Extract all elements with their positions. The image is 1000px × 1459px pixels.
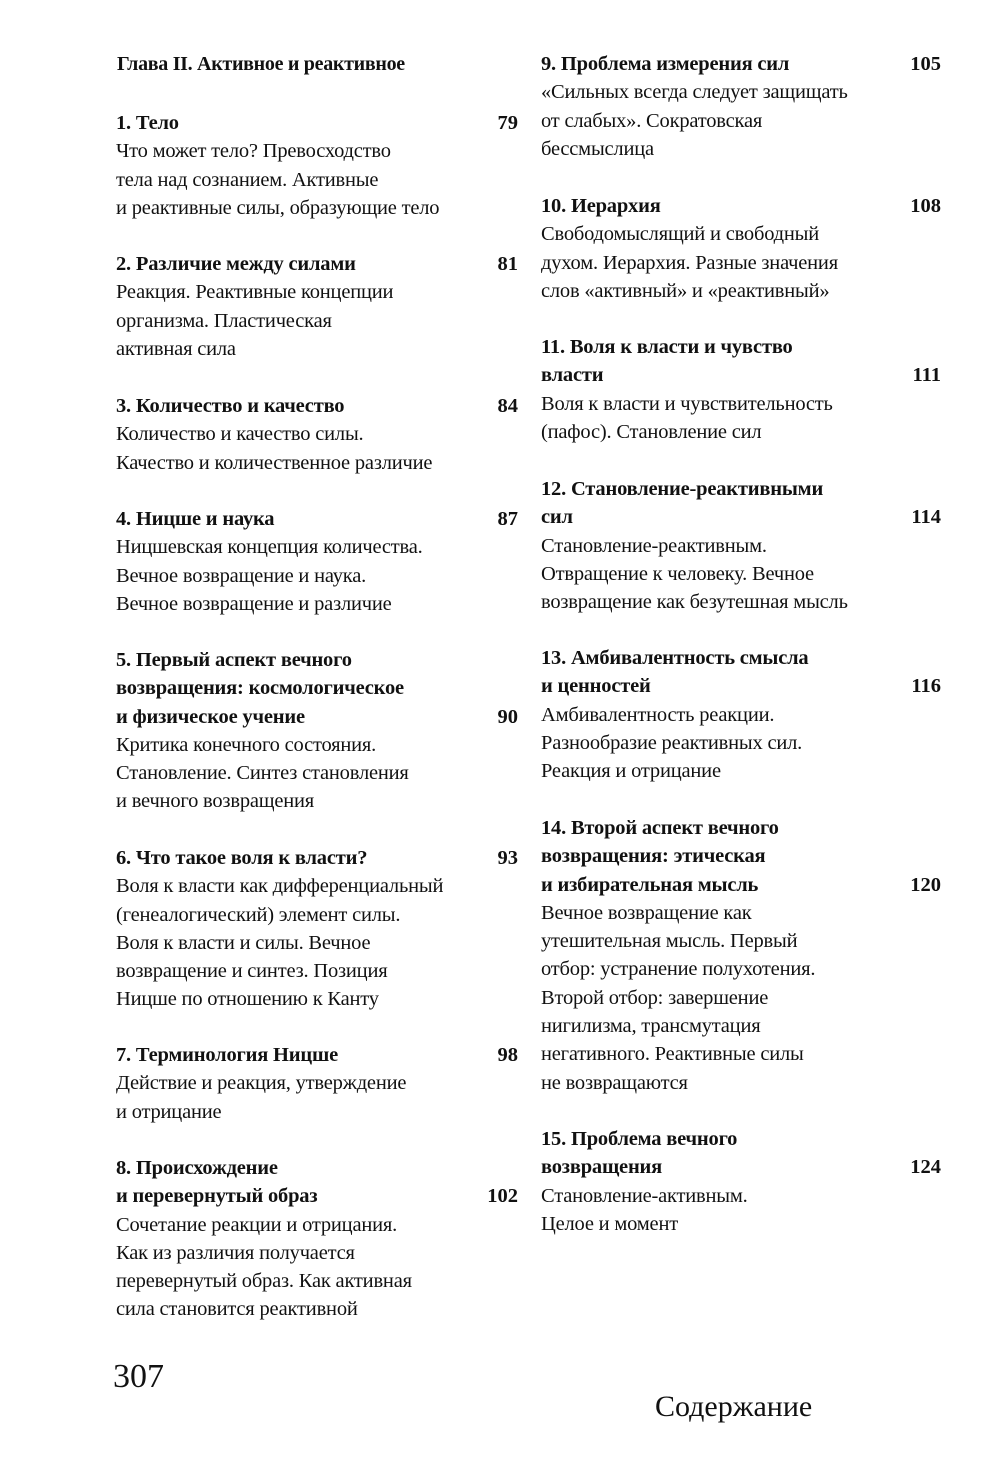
entry-description-line: Реакция. Реактивные концепции — [116, 281, 394, 304]
entry-description-line: Что может тело? Превосходство — [116, 140, 391, 163]
entry-description-line: отбор: устранение полухотения. — [541, 958, 816, 981]
entry-title-line: 5. Первый аспект вечного — [116, 649, 352, 671]
entry-page-number: 108 — [910, 195, 941, 217]
entry-description-line: Становление. Синтез становления — [116, 762, 409, 785]
entry-description-line: Ницше по отношению к Канту — [116, 988, 379, 1011]
entry-description-line: и реактивные силы, образующие тело — [116, 196, 440, 219]
entry-description-line: Воля к власти как дифференциальный — [116, 875, 444, 898]
entry-page-number: 98 — [497, 1044, 518, 1066]
entry-description-line: организма. Пластическая — [116, 309, 332, 332]
toc-entry — [541, 814, 941, 1097]
entry-description-line: утешительная мысль. Первый — [541, 930, 798, 953]
entry-description-line: нигилизма, трансмутация — [541, 1015, 761, 1038]
entry-description-line: и вечного возвращения — [116, 790, 315, 813]
entry-description-line: Качество и количественное различие — [116, 451, 433, 474]
entry-description-line: Целое и момент — [541, 1212, 678, 1235]
entry-page-number: 124 — [910, 1156, 941, 1179]
entry-description-line: Амбивалентность реакции. — [541, 703, 775, 726]
entry-description-line: перевернутый образ. Как активная — [116, 1270, 412, 1293]
entry-title-line: власти — [541, 364, 604, 387]
entry-description-line: сила становится реактивной — [116, 1298, 358, 1321]
entry-description-line: активная сила — [116, 337, 236, 360]
entry-description-line: не возвращаются — [541, 1071, 688, 1094]
entry-page-number: 87 — [497, 508, 518, 530]
entry-description-line: Воля к власти и силы. Вечное — [116, 931, 371, 954]
entry-title-line: 8. Происхождение — [116, 1157, 278, 1179]
entry-title-line: 15. Проблема вечного — [541, 1128, 738, 1150]
entry-description-line: тела над сознанием. Активные — [116, 168, 379, 191]
entry-description-line: и отрицание — [116, 1100, 222, 1123]
entry-description-line: Разнообразие реактивных сил. — [541, 731, 803, 754]
entry-description-line: возвращение как безутешная мысль — [541, 591, 848, 614]
entry-title-line: 4. Ницше и наука — [116, 508, 275, 530]
entry-description-line: от слабых». Сократовская — [541, 109, 763, 132]
entry-title-line: 14. Второй аспект вечного — [541, 817, 779, 839]
entry-description-line: Вечное возвращение и различие — [116, 592, 392, 615]
entry-page-number: 79 — [497, 112, 518, 134]
toc-entry — [541, 192, 941, 305]
entry-title-line: 7. Терминология Ницше — [116, 1044, 339, 1066]
entry-title-line: 9. Проблема измерения сил — [541, 53, 790, 75]
entry-description-line: возвращение и синтез. Позиция — [116, 960, 388, 983]
entry-title-line: возвращения — [541, 1156, 663, 1179]
entry-page-number: 116 — [911, 675, 941, 698]
entry-page-number: 81 — [497, 253, 518, 275]
entry-page-number: 120 — [910, 873, 941, 896]
entry-title-line: 13. Амбивалентность смысла — [541, 647, 809, 669]
entry-page-number: 105 — [910, 53, 941, 75]
entry-title-line: 3. Количество и качество — [116, 395, 345, 417]
toc-entry — [116, 250, 518, 363]
entry-title-line: и ценностей — [541, 675, 651, 698]
toc-entry — [116, 392, 518, 477]
entry-title-line: возвращения: космологическое — [116, 677, 404, 700]
page-number: 307 — [113, 1358, 164, 1395]
entry-page-number: 90 — [497, 705, 518, 728]
entry-title-line: 1. Тело — [116, 112, 179, 134]
entry-description-line: Вечное возвращение как — [541, 901, 752, 924]
entry-description-line: «Сильных всегда следует защищать — [541, 81, 848, 104]
entry-description-line: Количество и качество силы. — [116, 423, 364, 446]
entry-description-line: (генеалогический) элемент силы. — [116, 903, 401, 926]
entry-description-line: духом. Иерархия. Разные значения — [541, 251, 838, 274]
entry-description-line: бессмыслица — [541, 137, 654, 160]
toc-entry — [116, 109, 518, 222]
entry-title-line: и перевернутый образ — [116, 1185, 318, 1208]
entry-description-line: Критика конечного состояния. — [116, 733, 377, 756]
entry-page-number: 111 — [912, 364, 941, 387]
entry-description-line: Ницшевская концепция количества. — [116, 536, 423, 559]
entry-description-line: Вечное возвращение и наука. — [116, 564, 367, 587]
toc-entry — [541, 1125, 941, 1238]
entry-description-line: Свободомыслящий и свободный — [541, 223, 820, 246]
entry-title-line: 11. Воля к власти и чувство — [541, 336, 793, 358]
running-title: Содержание — [655, 1390, 813, 1423]
toc-entry — [541, 644, 941, 785]
entry-description-line: Становление-реактивным. — [541, 534, 767, 557]
entry-description-line: негативного. Реактивные силы — [541, 1043, 804, 1066]
entry-description-line: Как из различия получается — [116, 1241, 355, 1264]
entry-title-line: возвращения: этическая — [541, 845, 766, 868]
entry-description-line: Действие и реакция, утверждение — [116, 1072, 407, 1095]
toc-entry — [541, 475, 941, 616]
entry-page-number: 102 — [487, 1185, 518, 1208]
entry-title-line: и избирательная мысль — [541, 873, 759, 896]
entry-page-number: 93 — [497, 847, 518, 869]
toc-entry — [116, 646, 518, 816]
toc-entry — [116, 505, 518, 618]
entry-description-line: Сочетание реакции и отрицания. — [116, 1213, 398, 1236]
toc-entry — [116, 1154, 518, 1324]
entry-title-line: 6. Что такое воля к власти? — [116, 847, 368, 869]
entry-page-number: 84 — [497, 395, 518, 417]
entry-description-line: (пафос). Становление сил — [541, 420, 762, 443]
entry-title-line: сил — [541, 506, 573, 529]
toc-entry — [116, 844, 518, 1014]
entry-description-line: Становление-активным. — [541, 1184, 748, 1207]
entry-description-line: Второй отбор: завершение — [541, 986, 769, 1009]
toc-entry — [116, 1041, 518, 1126]
entry-title-line: 2. Различие между силами — [116, 253, 356, 275]
entry-title-line: и физическое учение — [116, 705, 305, 728]
entry-description-line: Реакция и отрицание — [541, 760, 721, 783]
toc-entry — [541, 50, 941, 163]
entry-description-line: Отвращение к человеку. Вечное — [541, 562, 814, 585]
entry-description-line: Воля к власти и чувствительность — [541, 392, 833, 415]
toc-entry — [541, 333, 941, 446]
entry-description-line: слов «активный» и «реактивный» — [541, 279, 830, 302]
chapter-heading: Глава II. Активное и реактивное — [117, 53, 405, 75]
entry-page-number: 114 — [911, 506, 941, 529]
entry-title-line: 10. Иерархия — [541, 195, 661, 217]
entry-title-line: 12. Становление-реактивными — [541, 478, 824, 500]
